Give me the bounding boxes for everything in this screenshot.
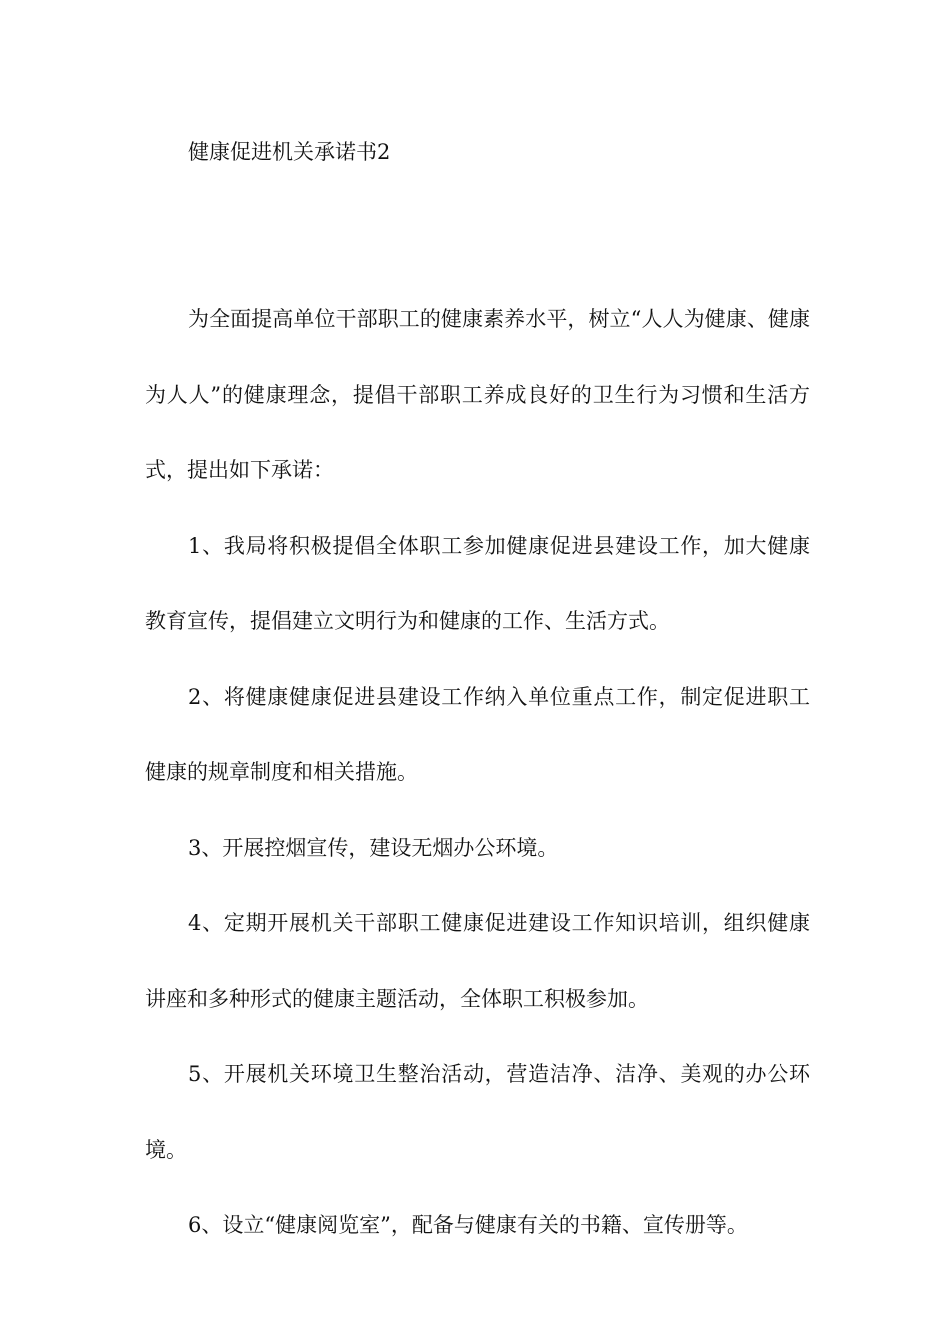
paragraph-item-6: 6、设立“健康阅览室”，配备与健康有关的书籍、宣传册等。 [188, 1213, 748, 1237]
paragraph-item-3: 3、开展控烟宣传，建设无烟办公环境。 [188, 835, 559, 860]
paragraph-item-2: 2、将健康健康促进县建设工作纳入单位重点工作，制定促进职工健康的规章制度和相关措施。 [145, 684, 810, 784]
document-title: 健康促进机关承诺书2 [188, 140, 391, 164]
paragraph-intro: 为全面提高单位干部职工的健康素养水平，树立“人人为健康、健康为人人”的健康理念，提倡干部职工养成良好的卫生行为习惯和生活方式，提出如下承诺： [145, 307, 810, 482]
document-body [145, 282, 810, 1264]
paragraph-item-5: 5、开展机关环境卫生整治活动，营造洁净、洁净、美观的办公环境。 [145, 1062, 810, 1162]
paragraph-item-1: 1、我局将积极提倡全体职工参加健康促进县建设工作，加大健康教育宣传，提倡建立文明行为和健康的工作、生活方式。 [145, 533, 810, 633]
paragraph-item-4: 4、定期开展机关干部职工健康促进建设工作知识培训，组织健康讲座和多种形式的健康主题活动，全体职工积极参加。 [145, 911, 810, 1011]
